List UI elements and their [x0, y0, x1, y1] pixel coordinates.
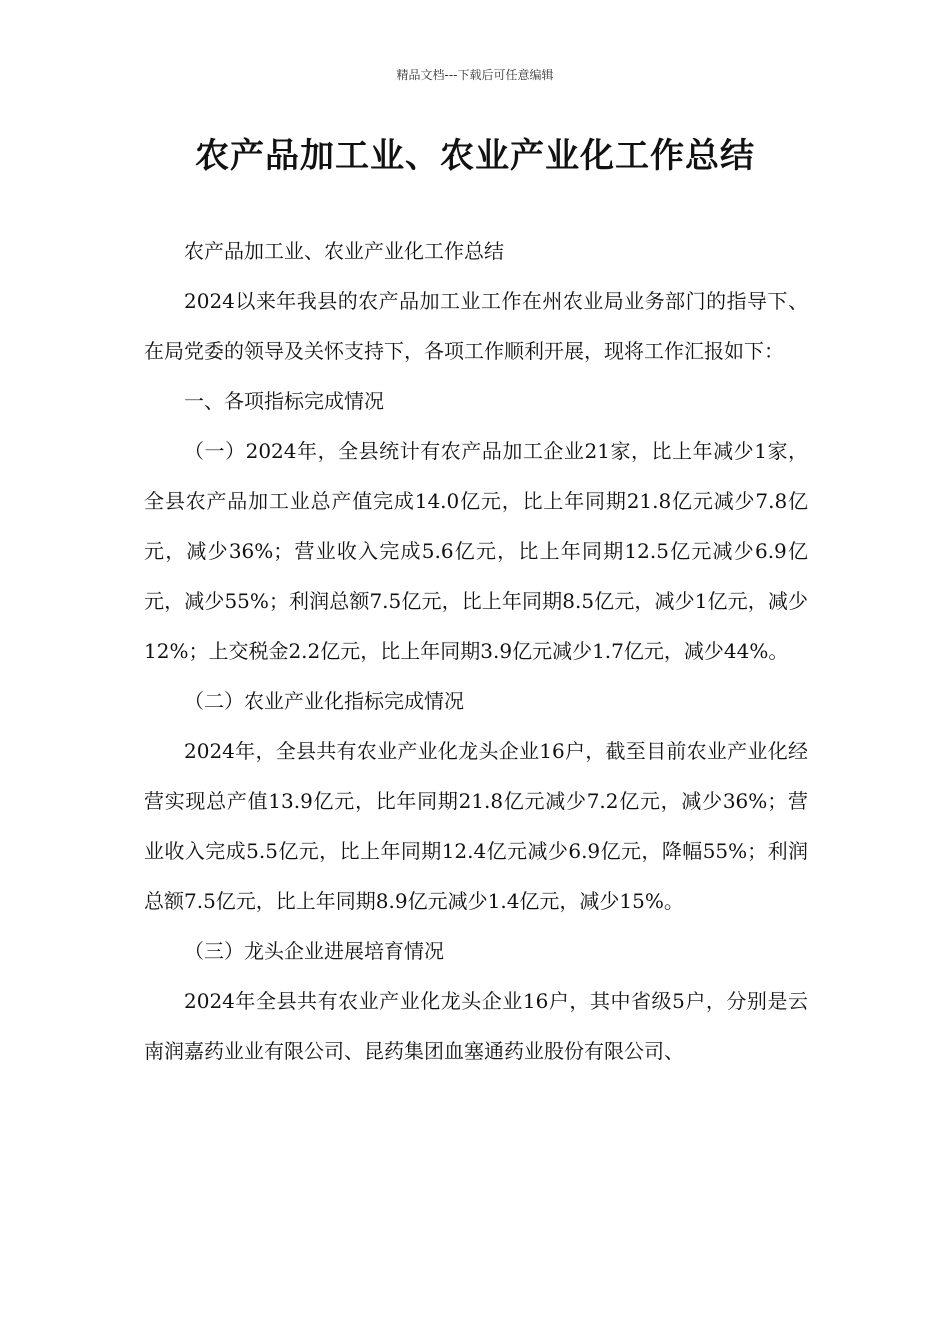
- subsection-heading-leading-enterprises: （三）龙头企业进展培育情况: [184, 939, 444, 963]
- subsection-heading-industrialization: （二）农业产业化指标完成情况: [184, 689, 464, 713]
- document-title: 农产品加工业、农业产业化工作总结: [195, 136, 755, 176]
- paragraph-leading-enterprises: 2024年全县共有农业产业化龙头企业16户，其中省级5户，分别是云南润嘉药业业有限公司、昆药集团血塞通药业股份有限公司、: [144, 989, 808, 1063]
- header-note: 精品文档---下载后可任意编辑: [396, 68, 554, 82]
- paragraph-processing-indicators: （一）2024年，全县统计有农产品加工企业21家，比上年减少1家，全县农产品加工业总产值完成14.0亿元，比上年同期21.8亿元减少7.8亿元，减少36%；营业收入完成5.6亿元，比上年同期12.5亿元减少6.9亿元，减少55%；利润总额7.5亿元，比上年同期8.5亿元，减少1亿元，减少12%；上交税金2.2亿元，比上年同期3.9亿元减少1.7亿元，减少44%。: [144, 439, 808, 663]
- paragraph-industrialization-indicators: 2024年，全县共有农业产业化龙头企业16户，截至目前农业产业化经营实现总产值13.9亿元，比年同期21.8亿元减少7.2亿元，减少36%；营业收入完成5.5亿元，比上年同期12.4亿元减少6.9亿元，降幅55%；利润总额7.5亿元，比上年同期8.9亿元减少1.4亿元，减少15%。: [144, 739, 808, 913]
- paragraph-intro: 2024以来年我县的农产品加工业工作在州农业局业务部门的指导下、在局党委的领导及关怀支持下，各项工作顺利开展，现将工作汇报如下：: [144, 289, 808, 363]
- document-body: [144, 226, 808, 1076]
- section-heading-indicators: 一、各项指标完成情况: [184, 389, 384, 413]
- paragraph-subtitle: 农产品加工业、农业产业化工作总结: [184, 239, 504, 263]
